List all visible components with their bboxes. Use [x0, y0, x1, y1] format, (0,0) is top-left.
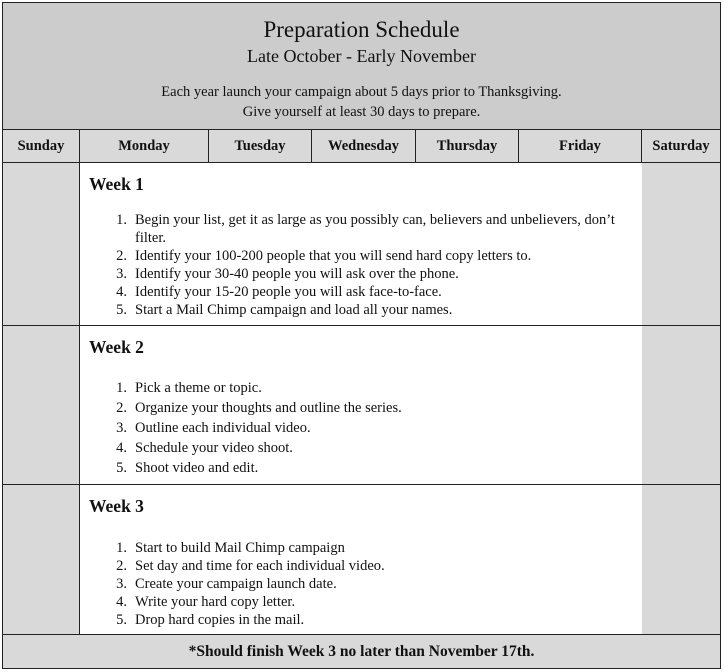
day-divider [641, 130, 642, 162]
day-header-thursday: Thursday [416, 130, 518, 162]
week-1-title: Week 1 [89, 174, 144, 194]
list-item: 5. Drop hard copies in the mail. [116, 612, 305, 628]
weekday-header-row [3, 129, 720, 163]
list-item: 2. Identify your 100-200 people that you will send hard copy letters to. [116, 248, 532, 264]
list-item: 5. Shoot video and edit. [116, 460, 259, 476]
week-2-block [81, 326, 642, 484]
sunday-column [3, 163, 79, 634]
day-divider [311, 130, 312, 162]
week-2-title: Week 2 [89, 337, 144, 357]
header-note-line-1: Each year launch your campaign about 5 days prior to Thanksgiving. [161, 84, 562, 100]
day-divider [415, 130, 416, 162]
deadline-footer: *Should finish Week 3 no later than November 17th. [3, 634, 720, 668]
list-item: 5. Start a Mail Chimp campaign and load all your names. [116, 302, 453, 318]
sunday-border [79, 163, 80, 634]
week-3-block [81, 485, 642, 634]
list-item: 3. Outline each individual video. [116, 420, 311, 436]
list-item: 3. Create your campaign launch date. [116, 576, 337, 592]
list-item: 2. Set day and time for each individual video. [116, 558, 385, 574]
week-1-list [109, 211, 629, 319]
day-divider [79, 130, 80, 162]
list-item: 3. Identify your 30-40 people you will ask over the phone. [116, 266, 459, 282]
list-item: 4. Schedule your video shoot. [116, 440, 293, 456]
list-item: 4. Write your hard copy letter. [116, 594, 296, 610]
schedule-header [3, 3, 720, 129]
day-header-saturday: Saturday [642, 130, 720, 162]
page-subtitle: Late October - Early November [247, 46, 476, 66]
saturday-column [642, 163, 720, 634]
week-2-list [109, 378, 629, 478]
list-item: 2. Organize your thoughts and outline the series. [116, 400, 402, 416]
list-item: 1. Pick a theme or topic. [116, 380, 262, 396]
header-note-line-2: Give yourself at least 30 days to prepare. [242, 104, 481, 120]
day-header-friday: Friday [519, 130, 641, 162]
list-item: 1. Start to build Mail Chimp campaign [116, 540, 345, 556]
list-item: 4. Identify your 15-20 people you will ask face-to-face. [116, 284, 442, 300]
week-3-title: Week 3 [89, 496, 144, 516]
day-header-monday: Monday [80, 130, 208, 162]
day-divider [208, 130, 209, 162]
schedule-sheet [2, 2, 721, 669]
day-header-sunday: Sunday [3, 130, 79, 162]
day-header-tuesday: Tuesday [209, 130, 311, 162]
day-divider [518, 130, 519, 162]
week-3-list [109, 539, 629, 629]
page-title: Preparation Schedule [263, 17, 460, 42]
week-1-block [81, 163, 642, 325]
day-header-wednesday: Wednesday [312, 130, 415, 162]
list-item: 1. Begin your list, get it as large as you possibly can, believers and unbelievers, don’t filter. [116, 212, 615, 246]
